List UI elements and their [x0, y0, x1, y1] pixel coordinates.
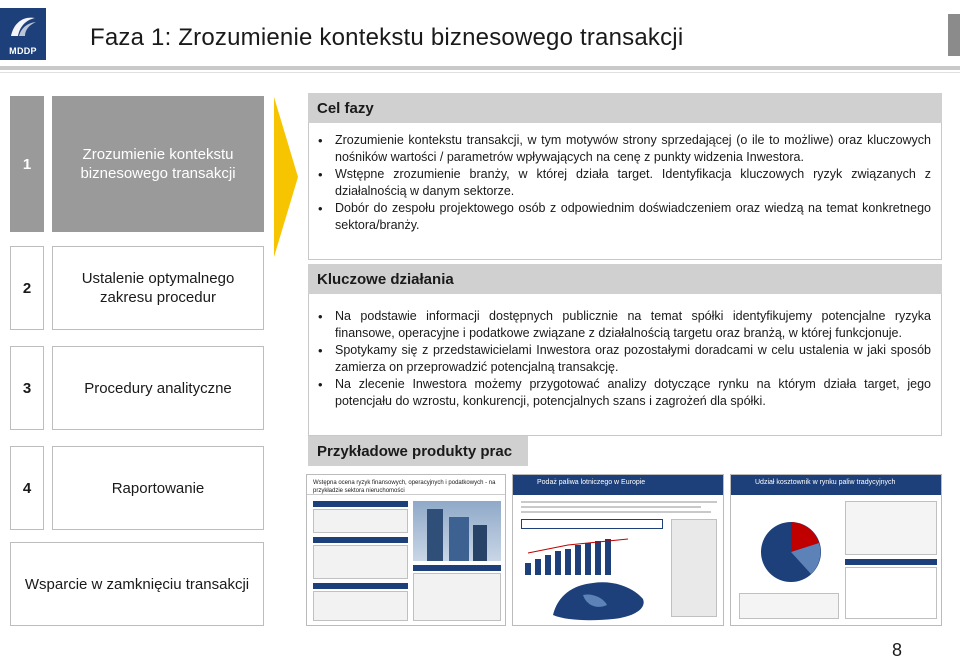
thumb-block	[313, 501, 408, 507]
thumb-block	[845, 501, 937, 555]
thumb-block	[313, 545, 408, 579]
thumb-block	[313, 537, 408, 543]
cel-fazy-bullet: • Zrozumienie kontekstu transakcji, w tym motywów strony sprzedającej (o ile to możliwe) oraz kluczowych nośników wartości / parametrów wpływających na cenę z punkty widzenia Inwestora.	[309, 132, 941, 166]
corner-decoration	[948, 14, 960, 56]
logo-swirl-icon	[8, 14, 38, 40]
chart-heading-box	[521, 519, 663, 529]
thumb-block	[845, 559, 937, 565]
thumbnail-jet-fuel-europe	[512, 474, 724, 626]
thumb-block	[313, 509, 408, 533]
pie-chart-graphic	[751, 517, 831, 587]
page-title: Faza 1: Zrozumienie kontekstu biznesowego transakcji	[90, 24, 684, 51]
kluczowe-dzialania-box	[308, 294, 942, 436]
thumb-block	[413, 573, 501, 621]
thumb-sidebar	[671, 519, 717, 617]
thumb-table	[845, 567, 937, 619]
step-2-label: Ustalenie optymalnego zakresu procedur	[52, 246, 264, 330]
cel-fazy-heading: Cel fazy	[308, 93, 942, 123]
produkty-heading: Przykładowe produkty prac	[308, 436, 528, 466]
page-number: 8	[891, 640, 902, 660]
cel-fazy-bullet: • Wstępne zrozumienie branży, w której działa target. Identyfikacja kluczowych ryzyk związanych z działalnością w danym sektorze.	[309, 166, 941, 200]
kluczowe-bullet: • Spotykamy się z przedstawicielami Inwestora oraz pozostałymi doradcami w celu ustalenia w jaki sposób zamierza on przeprowadzić potencjalną transakcję.	[309, 342, 941, 376]
kluczowe-bullet: • Na podstawie informacji dostępnych publicznie na temat spółki identyfikujemy potencjalne ryzyka finansowe, operacyjne i podatkowe związane z działalnością targetu oraz branżą, w której funkcjonuje.	[309, 308, 941, 342]
thumb-block	[739, 593, 839, 619]
thumb-block	[313, 591, 408, 621]
step-1-label: Zrozumienie kontekstu biznesowego transakcji	[52, 96, 264, 232]
kluczowe-dzialania-heading: Kluczowe działania	[308, 264, 942, 294]
thumbnail-title: Podaż paliwa lotniczego w Europie	[537, 479, 646, 486]
step-3-number: 3	[10, 346, 44, 430]
bar-chart-graphic	[521, 533, 663, 577]
mddp-logo	[0, 8, 46, 60]
thumb-block	[413, 565, 501, 571]
step-4-label: Raportowanie	[52, 446, 264, 530]
step-4-number: 4	[10, 446, 44, 530]
skyscraper-photo	[413, 501, 501, 561]
thumbnail-title: Udział kosztownik w rynku paliw tradycyjnych	[755, 479, 896, 486]
step-2-number: 2	[10, 246, 44, 330]
logo-text: MDDP	[9, 46, 37, 56]
kluczowe-dzialania-list	[309, 308, 941, 410]
step-5-label: Wsparcie w zamknięciu transakcji	[10, 542, 264, 626]
kluczowe-bullet: • Na zlecenie Inwestora możemy przygotować analizy dotyczące rynku na którym działa target, jego potencjału do wzrostu, konkurencji, potencjalnych szans i zagrożeń dla spółki.	[309, 376, 941, 410]
step-1-number: 1	[10, 96, 44, 232]
thumbnail-risk-assessment	[306, 474, 506, 626]
thumbnail-title: Wstępna ocena ryzyk finansowych, operacyjnych i podatkowych - na przykładzie sektora nieruchomości	[313, 480, 496, 494]
cel-fazy-bullet: • Dobór do zespołu projektowego osób z odpowiednim doświadczeniem oraz wiedzą na temat konkretnego sektora/branży.	[309, 200, 941, 234]
active-step-arrow-icon	[274, 97, 298, 257]
step-3-label: Procedury analityczne	[52, 346, 264, 430]
cel-fazy-box	[308, 123, 942, 260]
thumb-block	[313, 583, 408, 589]
header-divider	[0, 66, 960, 70]
europe-map-graphic	[543, 575, 653, 621]
cel-fazy-list	[309, 132, 941, 234]
header-divider-thin	[0, 72, 960, 73]
thumbnail-market-share	[730, 474, 942, 626]
